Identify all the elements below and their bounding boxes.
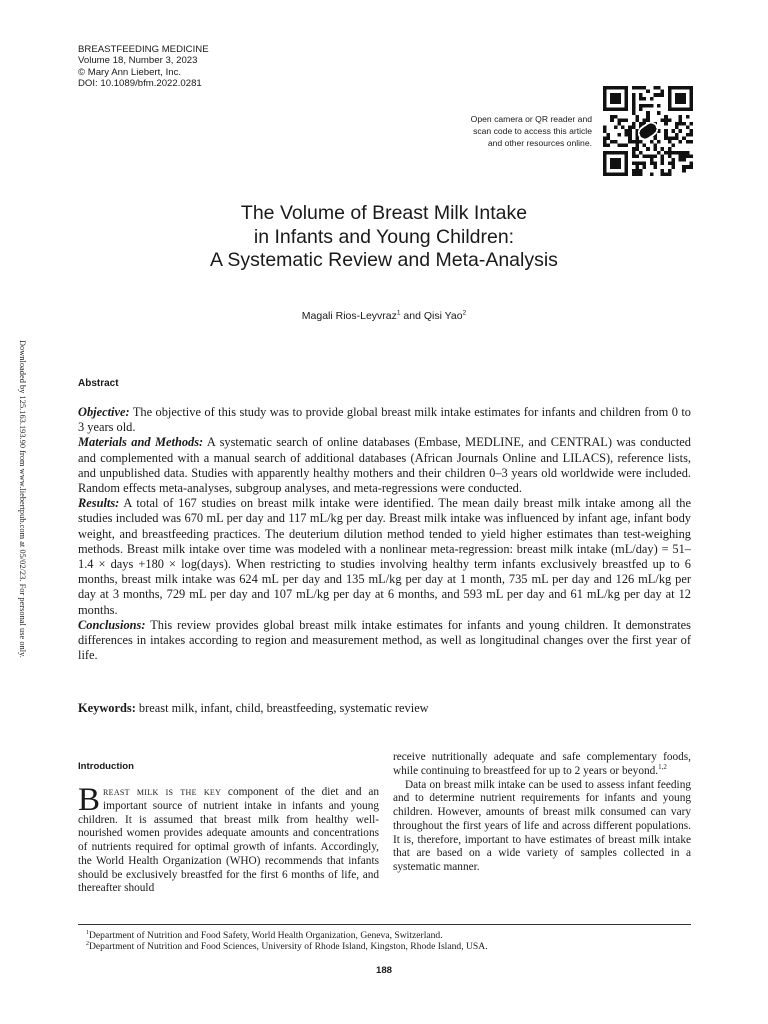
footnote <box>86 941 691 952</box>
journal-volume: Volume 18, Number 3, 2023 <box>78 55 198 67</box>
keywords-text: breast milk, infant, child, breastfeeding, systematic review <box>135 701 429 715</box>
abstract-methods <box>78 435 691 496</box>
footnote-marker: 1 <box>86 929 89 936</box>
body-column-left <box>78 782 379 896</box>
intro-paragraph-continued <box>393 751 691 779</box>
journal-copyright: © Mary Ann Liebert, Inc. <box>78 66 182 78</box>
intro-paragraph <box>78 782 379 896</box>
citation-marker: 1,2 <box>658 762 667 771</box>
footnote-text: Department of Nutrition and Food Sciences, University of Rhode Island, Kingston, Rhode Island, USA. <box>88 941 488 953</box>
section-heading-introduction: Introduction <box>78 761 134 772</box>
qr-caption-line: and other resources online. <box>487 138 592 149</box>
footnote <box>86 930 691 941</box>
footnote-text: Department of Nutrition and Food Safety, World Health Organization, Geneva, Switzerland. <box>88 930 443 941</box>
title-line: The Volume of Breast Milk Intake <box>240 202 528 224</box>
footnote-divider <box>78 924 691 925</box>
abstract-objective <box>78 405 691 435</box>
qr-caption-line: Open camera or QR reader and <box>470 114 592 124</box>
section-label: Materials and Methods: <box>78 435 204 450</box>
intro-paragraph: Data on breast milk intake can be used to assess infant feeding and to determine nutrient requirements for infants and young children. However, amounts of breast milk consumed can vary throughout the first years of life and across different populations. It is, therefore, important to have estimates of breast milk intake that are based on a wide variety of samples collected in a systematic manner. <box>393 778 691 873</box>
footnote-marker: 2 <box>86 941 89 948</box>
author-list <box>84 310 684 322</box>
section-label: Conclusions: <box>78 617 146 632</box>
keywords-label: Keywords: <box>78 701 136 715</box>
qr-code-icon[interactable] <box>603 86 693 176</box>
download-notice: Downloaded by 125.163.193.90 from www.liebertpub.com at 05/02/23. For personal use only. <box>18 340 27 658</box>
section-label: Objective: <box>78 405 130 419</box>
affiliation-marker: 1 <box>396 309 401 317</box>
paragraph-text: component of the diet and an important source of nutrient intake in infants and young children. It is assumed that breast milk from healthy well-nourished women provides adequate amounts and concentrations of nutrients required for optimal growth of infants. Accordingly, the World Health Organization (WHO) recommends that infants should be exclusively breastfed for the first 6 months of life, and thereafter should <box>78 786 379 895</box>
affiliation-marker: 2 <box>462 309 467 317</box>
qr-caption-line: scan code to access this article <box>473 126 592 137</box>
section-text: A total of 167 studies on breast milk intake were identified. The mean daily breast milk intake among all the studies included was 670 mL per day and 117 mL/kg per day. Breast milk intake was influenced by infant age, infant body weight, and breastfeeding practices. The deuterium dilution method tended to yield higher estimates than test-weighing methods. Breast milk intake over time was modeled with a nonlinear meta-regression: breast milk intake (mL/day) = 51–1.4 × days +180 × log(days). When restricting to studies involving healthy term infants exclusively breastfed up to 6 months, breast milk intake was 624 mL per day and 135 mL/kg per day at 1 month, 735 mL per day and 126 mL/kg per day at 3 months, 729 mL per day and 107 mL/kg per day at 6 months, and 593 mL per day and 61 mL/kg per day at 12 months. <box>78 496 691 617</box>
body-column-right <box>393 751 691 875</box>
journal-name: BREASTFEEDING MEDICINE <box>78 44 209 55</box>
author-conjunction: and <box>400 310 424 322</box>
section-text: The objective of this study was to provide global breast milk intake estimates for infants and children from 0 to 3 years old. <box>78 405 691 435</box>
author-name: Qisi Yao <box>423 310 463 322</box>
abstract-results <box>78 496 691 618</box>
paragraph-text: receive nutritionally adequate and safe complementary foods, while continuing to breastfeed for up to 2 years or beyond. <box>393 751 691 777</box>
keywords <box>78 701 691 716</box>
title-line: in Infants and Young Children: <box>253 225 515 248</box>
title-line: A Systematic Review and Meta-Analysis <box>210 249 558 271</box>
abstract-body <box>78 405 691 663</box>
drop-cap: B <box>78 782 101 818</box>
section-text: This review provides global breast milk intake estimates for infants and young children. It demonstrates differences in intakes according to region and measurement method, as well as longitudinal changes over the first year of life. <box>78 617 691 663</box>
qr-caption <box>422 113 592 149</box>
article-title <box>84 202 684 273</box>
journal-doi: DOI: 10.1089/bfm.2022.0281 <box>78 78 202 90</box>
author-name: Magali Rios-Leyvraz <box>301 310 397 322</box>
section-text: A systematic search of online databases (Embase, MEDLINE, and CENTRAL) was conducted and complemented with a manual search of additional databases (African Journals Online and LILACS), reference lists, and unpublished data. Studies with apparently healthy mothers and their children 0–3 years old worldwide were included. Random effects meta-analyses, subgroup analyses, and meta-regressions were conducted. <box>78 435 691 496</box>
abstract-heading: Abstract <box>78 378 119 389</box>
journal-meta <box>78 44 209 90</box>
lead-in-smallcaps: reast milk is the key <box>103 786 222 798</box>
section-label: Results: <box>78 496 120 511</box>
abstract-conclusions <box>78 618 691 664</box>
affiliation-footnotes <box>86 930 691 953</box>
page-number: 188 <box>375 965 392 976</box>
